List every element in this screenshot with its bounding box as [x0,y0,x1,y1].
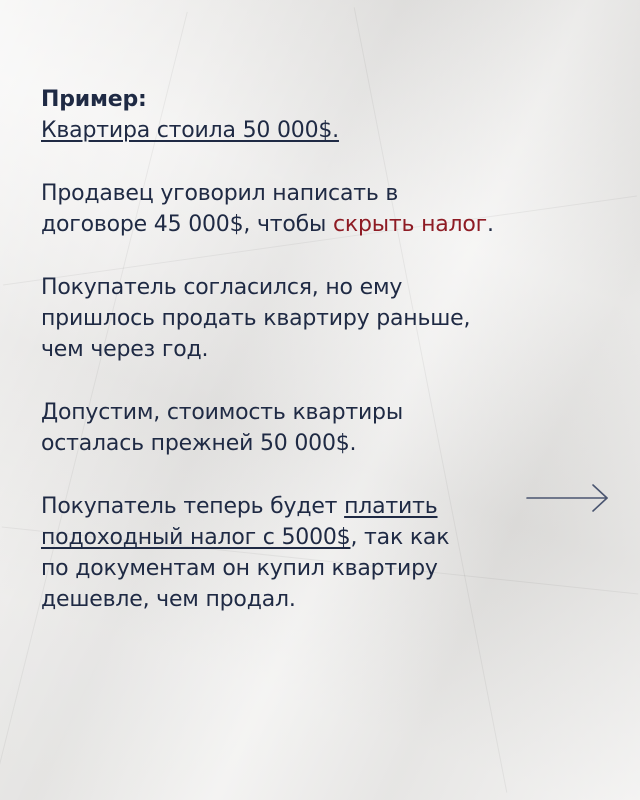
slide-content [41,84,601,647]
text-line: . [487,212,494,237]
example-price: Квартира стоила 50 000$. [41,118,339,143]
arrow-right-icon[interactable] [525,481,611,515]
example-heading: Пример: [41,87,147,112]
underlined-income-tax: подоходный налог с 5000$ [41,525,351,550]
paragraph-buyer [41,272,601,365]
paragraph-assumption [41,397,601,459]
text-line: Покупатель согласился, но ему [41,275,403,300]
text-line: по документам он купил квартиру [41,556,438,581]
text-line: Покупатель теперь будет [41,494,345,519]
text-line: чем через год. [41,337,209,362]
text-line: договоре 45 000$, чтобы [41,212,333,237]
paragraph-seller [41,178,601,240]
text-line: , так как [350,525,450,550]
text-line: Допустим, стоимость квартиры [41,400,403,425]
paragraph-conclusion [41,491,601,615]
underlined-pay: платить [344,494,438,519]
text-line: Продавец уговорил написать в [41,181,399,206]
example-block [41,84,601,146]
highlight-hide-tax: скрыть налог [332,212,488,237]
text-line: дешевле, чем продал. [41,587,296,612]
text-line: пришлось продать квартиру раньше, [41,306,471,331]
text-line: осталась прежней 50 000$. [41,431,357,456]
